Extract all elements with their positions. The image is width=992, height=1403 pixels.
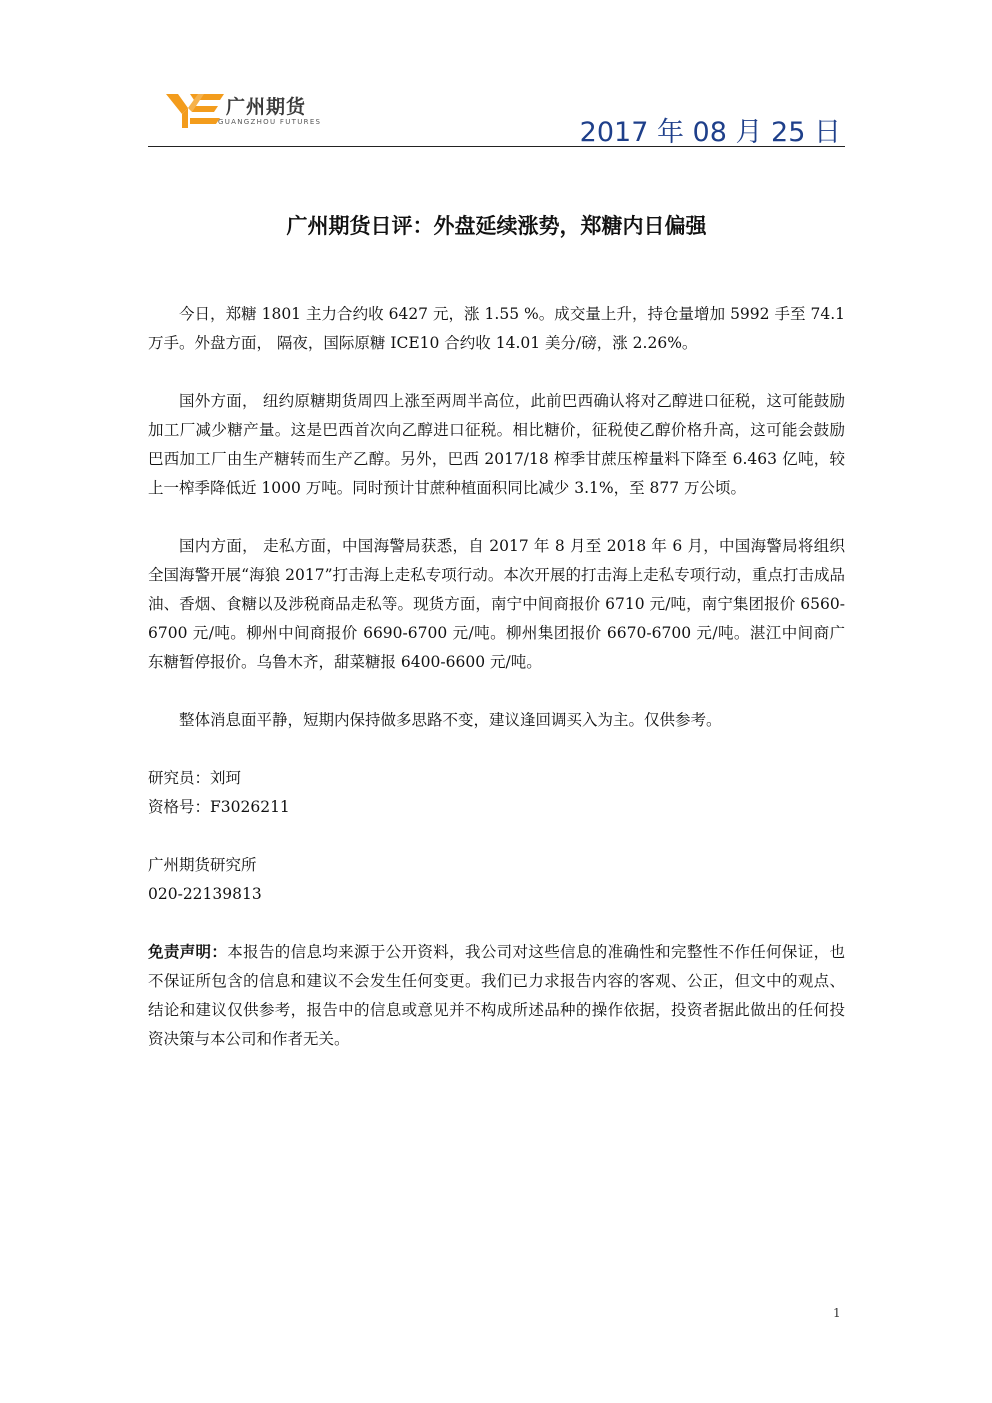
paragraph-conclusion: 整体消息面平静，短期内保持做多思路不变，建议逢回调买入为主。仅供参考。 <box>179 711 722 729</box>
paragraph-domestic: 国内方面， 走私方面，中国海警局获悉，自 2017 年 8 月至 2018 年 6 月，中国海警局将组织全国海警开展“海狼 2017”打击海上走私专项行动。本次开展的打击海上走私专项行动，重点打击成品油、香烟、食糖以及涉税商品走私等。现货方面，南宁中间商报价 6710 元/吨，南宁集团报价 6560-6700 元/吨。柳州中间商报价 6690-6700 元/吨。柳州集团报价 6670-6700 元/吨。湛江中间商广东糖暂停报价。乌鲁木齐，甜菜糖报 6400-6600 元/吨。 <box>148 537 845 671</box>
report-date: 2017 年 08 月 25 日 <box>579 117 841 148</box>
institute-name: 广州期货研究所 <box>148 856 257 874</box>
researcher-info <box>148 764 845 822</box>
page-number: 1 <box>833 1306 841 1320</box>
report-body <box>148 300 845 1054</box>
paragraph-market-summary: 今日，郑糖 1801 主力合约收 6427 元，涨 1.55 %。成交量上升，持仓量增加 5992 手至 74.1 万手。外盘方面， 隔夜，国际原糖 ICE10 合约收 14.01 美分/磅，涨 2.26%。 <box>148 305 845 352</box>
institute-info <box>148 851 845 909</box>
page-header <box>148 82 845 146</box>
disclaimer <box>148 938 845 1054</box>
header-divider <box>148 146 845 147</box>
logo-mark-icon <box>166 90 224 130</box>
researcher-name: 研究员：刘珂 <box>148 769 242 787</box>
company-logo <box>166 90 366 138</box>
disclaimer-text: 本报告的信息均来源于公开资料，我公司对这些信息的准确性和完整性不作任何保证，也不保证所包含的信息和建议不会发生任何变更。我们已力求报告内容的客观、公正，但文中的观点、结论和建议仅供参考，报告中的信息或意见并不构成所述品种的操作依据，投资者据此做出的任何投资决策与本公司和作者无关。 <box>148 943 845 1048</box>
institute-phone: 020-22139813 <box>148 885 262 903</box>
report-title: 广州期货日评：外盘延续涨势，郑糖内日偏强 <box>286 214 707 238</box>
logo-chinese-name: 广州期货 <box>226 96 307 118</box>
logo-english-name: GUANGZHOU FUTURES <box>218 118 322 126</box>
paragraph-international: 国外方面， 纽约原糖期货周四上涨至两周半高位，此前巴西确认将对乙醇进口征税，这可能鼓励加工厂减少糖产量。这是巴西首次向乙醇进口征税。相比糖价，征税使乙醇价格升高，这可能会鼓励巴西加工厂由生产糖转而生产乙醇。另外，巴西 2017/18 榨季甘蔗压榨量料下降至 6.463 亿吨，较上一榨季降低近 1000 万吨。同时预计甘蔗种植面积同比减少 3.1%，至 877 万公顷。 <box>148 392 845 497</box>
researcher-license: 资格号：F3026211 <box>148 798 290 816</box>
disclaimer-label: 免责声明： <box>148 943 228 961</box>
